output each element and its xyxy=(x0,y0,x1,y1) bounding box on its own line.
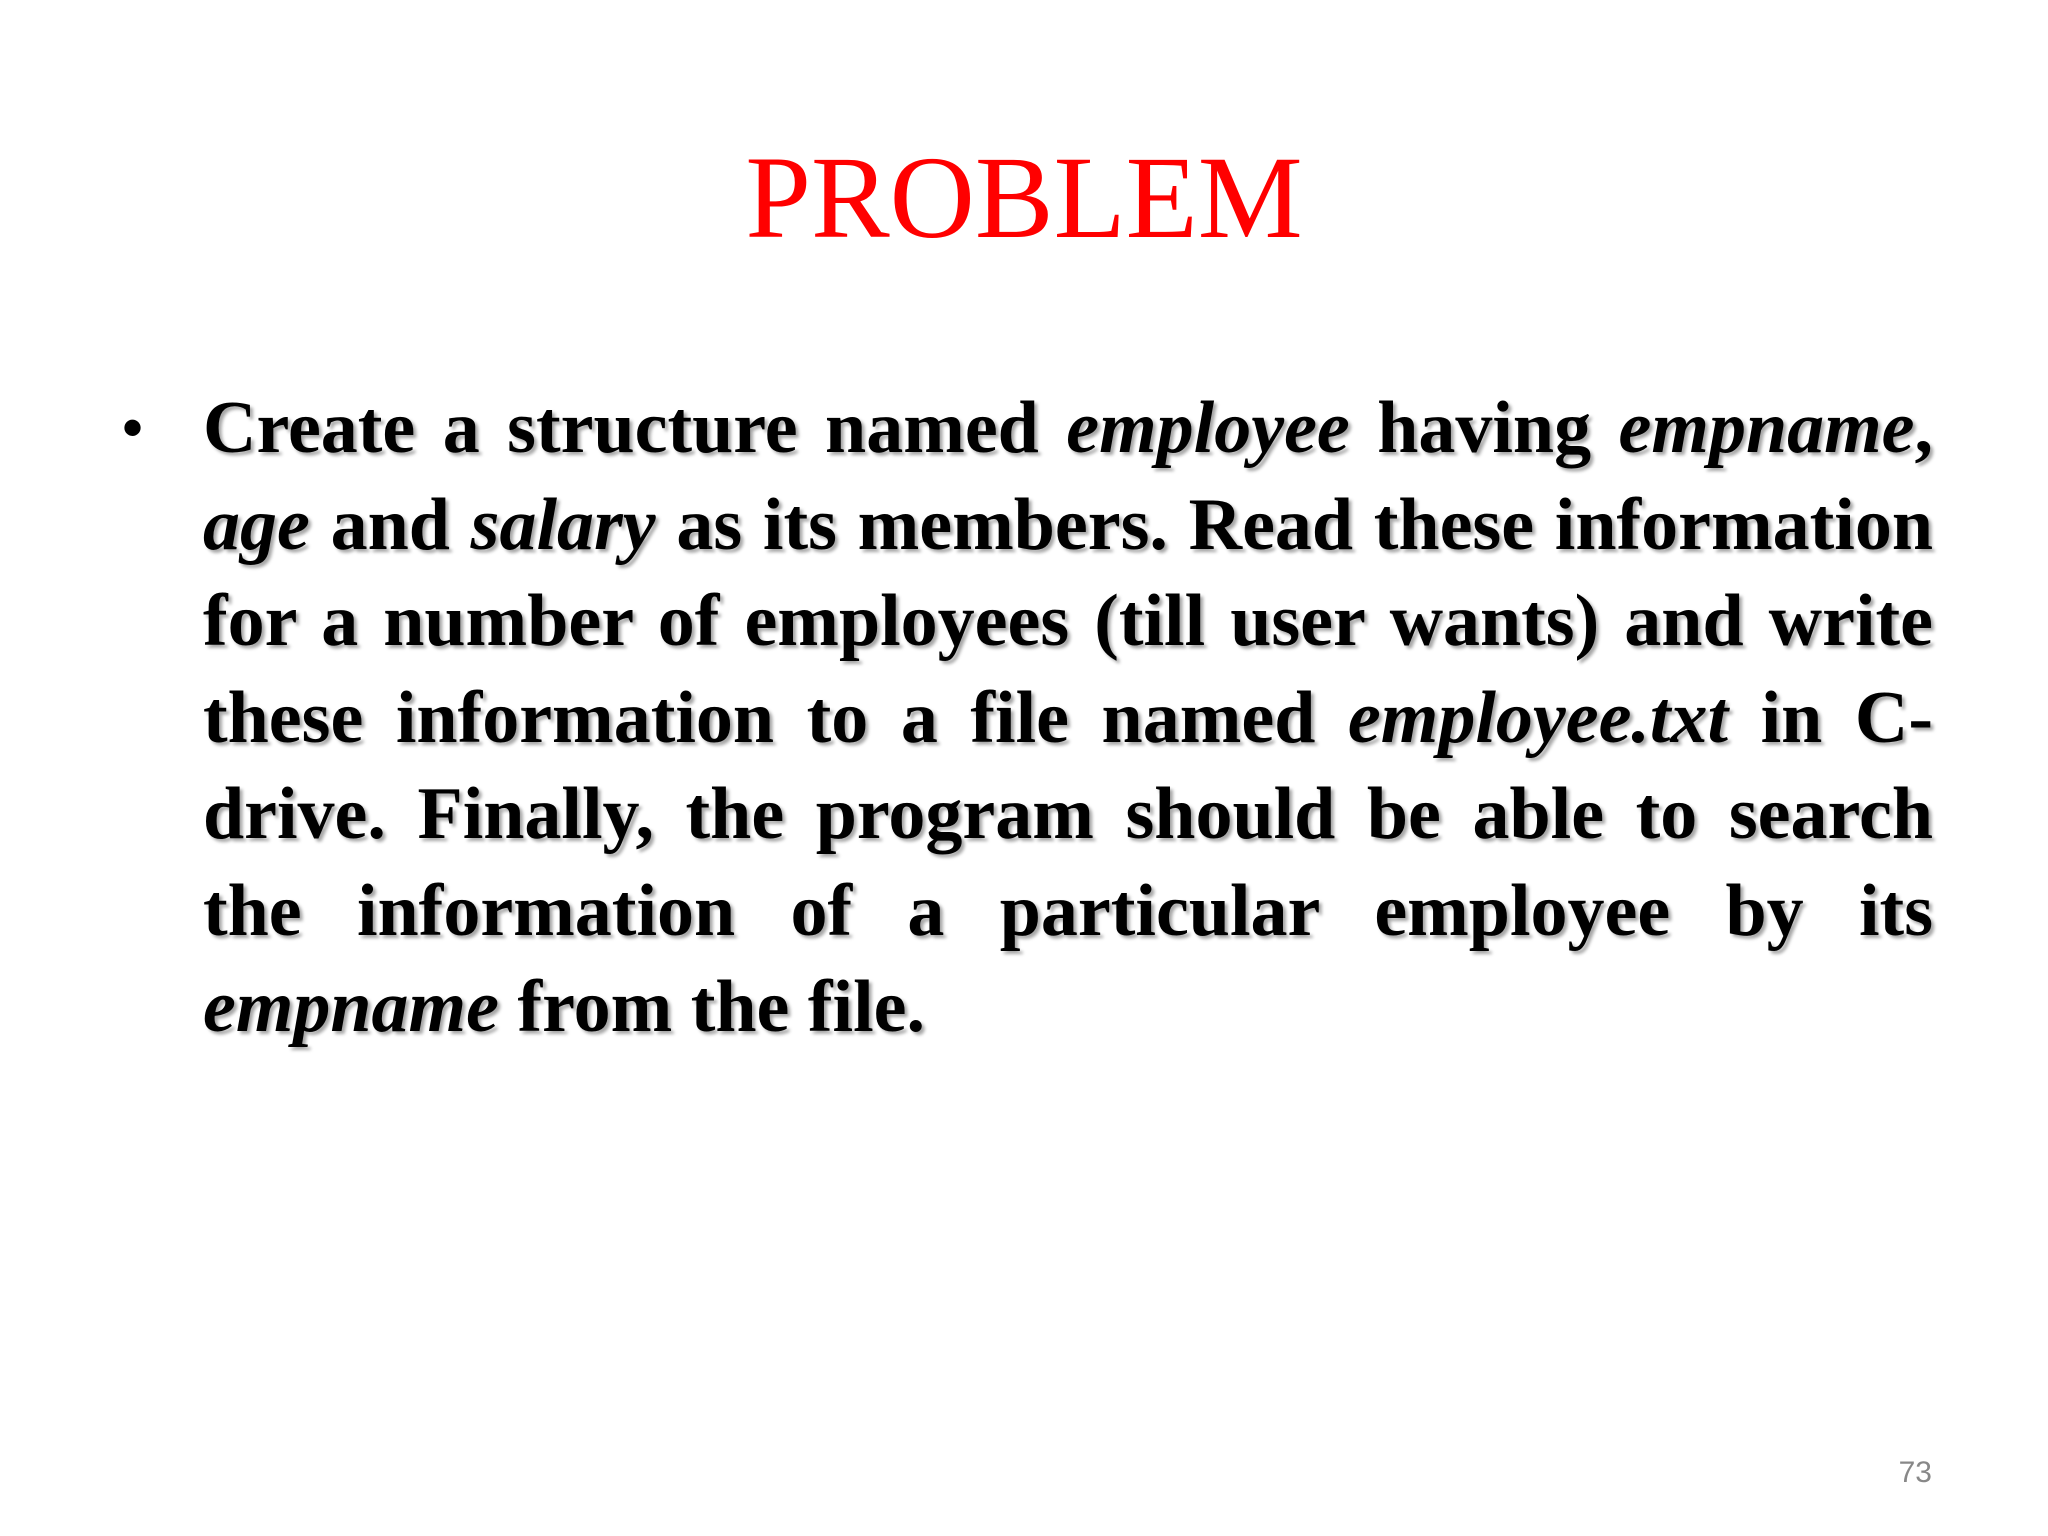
page-number: 73 xyxy=(1898,1456,1932,1489)
body-emphasis-salary: salary xyxy=(470,483,656,566)
slide-title: PROBLEM xyxy=(745,132,1303,263)
body-text-segment: Create a structure named xyxy=(203,387,1067,469)
body-emphasis-age: age xyxy=(203,483,310,566)
body-text-segment: having xyxy=(1349,387,1619,469)
body-text-segment: as its members. Read these information for a number of employees (till user wants) and write these information to a file named xyxy=(203,483,1934,759)
body-emphasis-filename: employee.txt xyxy=(1347,676,1729,759)
body-text-segment: and xyxy=(309,483,471,566)
problem-statement xyxy=(203,380,1933,1056)
body-text-segment: from the file. xyxy=(498,966,926,1048)
body-emphasis-empname: empname xyxy=(1618,387,1915,469)
bullet-icon: • xyxy=(122,394,144,461)
body-text-segment: in C-drive. Finally, the program should be able to search the information of a particular employee by its xyxy=(203,676,1933,952)
body-emphasis-empname: empname xyxy=(203,966,499,1048)
body-text-segment: , xyxy=(1914,387,1934,469)
body-emphasis-employee: employee xyxy=(1066,387,1350,469)
